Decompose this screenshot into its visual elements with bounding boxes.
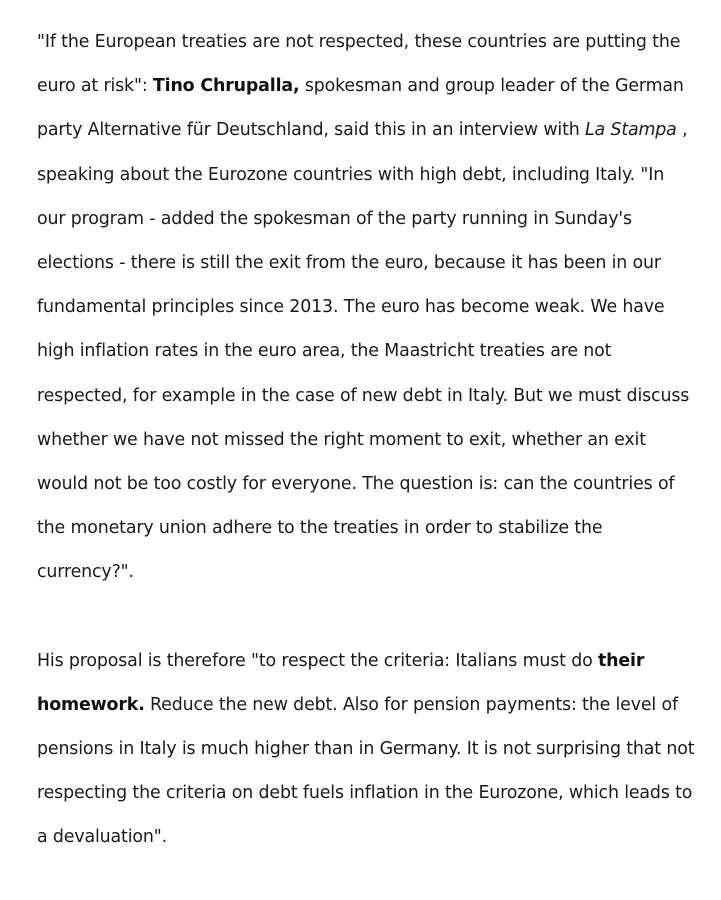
paragraph-2-intro: His proposal is therefore "to respect the criteria: Italians must do xyxy=(37,650,598,671)
newspaper-name: La Stampa xyxy=(585,120,677,141)
paragraph-2-body: Reduce the new debt. Also for pension payments: the level of pensions in Italy is much higher than in Germany. It is not surprising that not respecting the criteria on debt fuels inflation in the Eurozone, which leads to a devaluation". xyxy=(37,694,695,848)
paragraph-1-quote: , speaking about the Eurozone countries with high debt, including Italy. "In our program - added the spokesman of the party running in Sunday's elections - there is still the exit from the euro, because it has been in our fundamental principles since 2013. The euro has become weak. We have high inflation rates in the euro area, the Maastricht treaties are not respected, for example in the case of new debt in Italy. But we must discuss whether we have not missed the right moment to exit, whether an exit would not be too costly for everyone. The question is: can the countries of the monetary union adhere to the treaties in order to stabilize the currency?". xyxy=(37,120,690,583)
paragraph-1 xyxy=(37,20,697,595)
paragraph-2 xyxy=(37,639,697,860)
emphasis-text: their homework. xyxy=(37,650,645,715)
paragraph-1-intro: "If the European treaties are not respected, these countries are putting the euro at risk": xyxy=(37,32,681,97)
paragraph-1-middle: spokesman and group leader of the German party Alternative für Deutschland, said this in an interview with xyxy=(37,76,684,141)
article-body xyxy=(37,20,697,860)
speaker-name: Tino Chrupalla, xyxy=(152,76,300,97)
